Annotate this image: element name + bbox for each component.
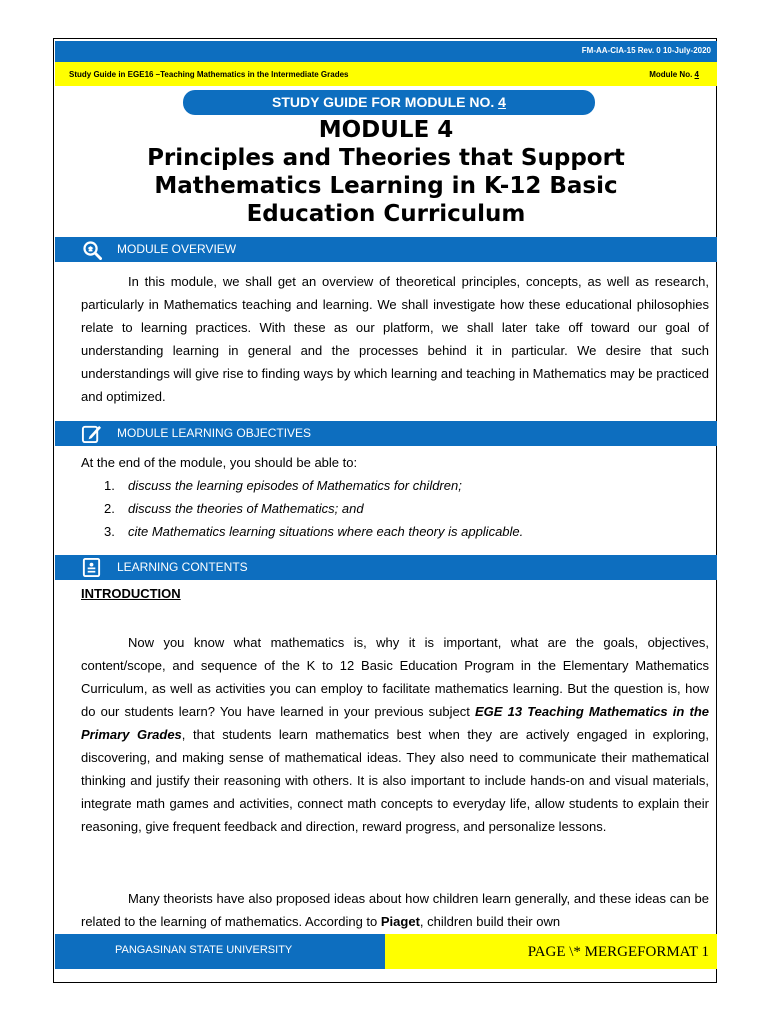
objectives-list [81,474,709,543]
magnifier-icon [81,239,102,260]
section-heading: MODULE OVERVIEW [117,242,237,256]
list-item: 3. cite Mathematics learning situations where each theory is applicable. [104,524,524,539]
university-name: PANGASINAN STATE UNIVERSITY [115,944,293,956]
list-item: 2. discuss the theories of Mathematics; and [104,501,364,516]
section-learning-contents [55,555,717,580]
section-learning-objectives [55,421,717,446]
list-item: 1. discuss the learning episodes of Mathematics for children; [104,478,462,493]
header-course-bar [55,62,717,86]
module-number: MODULE 4 [318,117,454,143]
content-paragraph: Now you know what mathematics is, why it is important, what are the goals, objectives, content/scope, and sequence of the K to 12 Basic Education Program in the Elementary Mathematics Curriculum, as well as activities you can employ to facilitate mathematics learning. But the question is, how do our students learn? You have learned in your previous subject EGE 13 Teaching Mathematics in the Primary Grades, that students learn mathematics best when they are actively engaged in exploring, discovering, and making sense of mathematical ideas. They also need to communicate their mathematical thinking and justify their reasoning with others. It is also important to include hands-on and visual materials, integrate math games and activities, connect math concepts to everyday life, allow students to explain their reasoning, give frequent feedback and direction, reward progress, and personalize lessons. [81,635,709,834]
header-top-bar [55,41,717,62]
module-title-line: Mathematics Learning in K-12 Basic [154,173,618,199]
footer-university-bar [55,934,385,969]
introduction-heading: INTRODUCTION [81,586,181,601]
overview-paragraph: In this module, we shall get an overview of theoretical principles, concepts, as well as research, particularly in Mathematics teaching and learning. We shall investigate how these educational philosophies relate to learning practices. With these as our platform, we shall later take off toward our goal of understanding learning in general and the processes behind it in particular. We desire that such understandings will give rise to finding ways by which learning and teaching in Mathematics may be practiced and optimized. [81,274,709,404]
page-number-field: PAGE \* MERGEFORMAT 1 [527,944,709,960]
section-heading: MODULE LEARNING OBJECTIVES [117,426,312,440]
module-title-line: Education Curriculum [246,201,526,227]
document-icon [81,557,102,578]
section-heading: LEARNING CONTENTS [117,560,248,574]
module-number-label: Module No. 4 [649,70,699,79]
edit-icon [81,423,102,444]
module-title-line: Principles and Theories that Support [147,145,625,171]
section-module-overview [55,237,717,262]
content-paragraph: Many theorists have also proposed ideas about how children learn generally, and these ideas can be related to the learning of mathematics. According to Piaget, children build their own [81,891,709,929]
form-code: FM-AA-CIA-15 Rev. 0 10-July-2020 [581,46,711,55]
module-title-block [55,116,717,228]
footer-page-bar [385,934,717,969]
objectives-block [81,451,709,543]
course-title: Study Guide in EGE16 –Teaching Mathematics in the Intermediate Grades [69,70,349,79]
objectives-intro: At the end of the module, you should be able to: [81,455,358,470]
study-guide-banner: STUDY GUIDE FOR MODULE NO. 4 [183,90,595,115]
